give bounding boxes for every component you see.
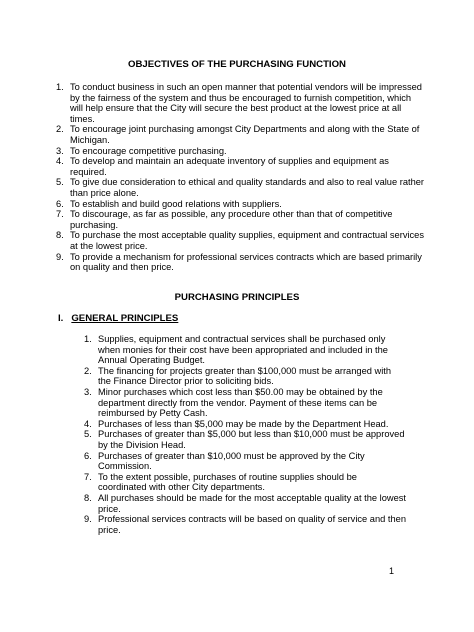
- list-item: [56, 199, 426, 210]
- section-heading: [58, 314, 178, 325]
- list-item: [84, 429, 406, 450]
- list-item: [84, 451, 406, 472]
- item-text: Purchases of less than $5,000 may be made by the Department Head.: [98, 418, 389, 429]
- list-item: [56, 252, 426, 273]
- objectives-title: OBJECTIVES OF THE PURCHASING FUNCTION: [127, 59, 346, 70]
- item-text: To conduct business in such an open manner that potential vendors will be impressed by the fairness of the system and thus be encouraged to furnish competition, which will help ensure that the City will secure the best product at the lowest price at all times.: [70, 82, 422, 124]
- item-text: To provide a mechanism for professional services contracts which are based primarily on quality and then price.: [70, 251, 422, 273]
- item-number: 1.: [56, 82, 64, 92]
- item-text: Purchases of greater than $10,000 must be approved by the City Commission.: [98, 450, 365, 472]
- list-item: [56, 209, 426, 230]
- item-text: To establish and build good relations with suppliers.: [70, 198, 282, 209]
- principles-list: [84, 334, 406, 535]
- item-text: Professional services contracts will be based on quality of service and then price.: [98, 514, 406, 535]
- list-item: [56, 146, 426, 157]
- list-item: [56, 177, 426, 198]
- item-text: To purchase the most acceptable quality supplies, equipment and contractual services at the lowest price.: [70, 230, 424, 251]
- list-item: [56, 124, 426, 145]
- item-text: To encourage competitive purchasing.: [70, 145, 227, 156]
- list-item: [56, 82, 426, 124]
- item-number: 2.: [84, 365, 92, 376]
- item-number: 7.: [56, 209, 64, 220]
- item-number: 4.: [84, 418, 92, 429]
- list-item: [56, 230, 426, 251]
- item-text: Minor purchases which cost less than $50.00 may be obtained by the department directly from the vendor. Payment of these items can be reimbursed by Petty Cash.: [98, 386, 383, 419]
- item-text: Supplies, equipment and contractual services shall be purchased only when monies for their cost have been appropriated and included in the Annual Operating Budget.: [98, 334, 388, 366]
- item-text: To discourage, as far as possible, any procedure other than that of competitive purchasing.: [70, 209, 393, 230]
- item-number: 6.: [56, 198, 64, 209]
- list-item: [84, 387, 406, 419]
- list-item: [56, 156, 426, 177]
- list-item: [84, 514, 406, 535]
- item-text: The financing for projects greater than $100,000 must be arranged with the Finance Director prior to soliciting bids.: [98, 365, 392, 387]
- section-title: GENERAL PRINCIPLES: [71, 313, 179, 324]
- item-number: 8.: [56, 230, 64, 241]
- item-number: 5.: [84, 429, 92, 440]
- item-number: 1.: [84, 334, 92, 344]
- item-text: To encourage joint purchasing amongst City Departments and along with the State of Michigan.: [70, 124, 420, 145]
- section-number: I.: [58, 313, 64, 324]
- item-text: To develop and maintain an adequate inventory of supplies and equipment as required.: [70, 156, 389, 177]
- item-number: 6.: [84, 450, 92, 461]
- principles-title: PURCHASING PRINCIPLES: [174, 292, 300, 303]
- item-number: 5.: [56, 177, 64, 188]
- item-number: 2.: [56, 124, 64, 135]
- item-number: 3.: [56, 145, 64, 156]
- item-number: 7.: [84, 471, 92, 482]
- item-text: To give due consideration to ethical and quality standards and also to real value rather than price alone.: [70, 177, 425, 198]
- page-number: 1: [389, 566, 395, 576]
- item-number: 9.: [56, 251, 64, 262]
- item-number: 4.: [56, 156, 64, 167]
- list-item: [84, 334, 406, 366]
- list-item: [84, 493, 406, 514]
- item-text: To the extent possible, purchases of routine supplies should be coordinated with other City departments.: [98, 471, 357, 493]
- list-item: [84, 472, 406, 493]
- item-text: All purchases should be made for the most acceptable quality at the lowest price.: [98, 492, 407, 514]
- list-item: [84, 366, 406, 387]
- item-number: 9.: [84, 514, 92, 525]
- item-text: Purchases of greater than $5,000 but less than $10,000 must be approved by the Division Head.: [98, 429, 405, 450]
- list-item: [84, 419, 406, 430]
- item-number: 8.: [84, 492, 92, 503]
- item-number: 3.: [84, 386, 92, 397]
- objectives-list: [56, 82, 426, 273]
